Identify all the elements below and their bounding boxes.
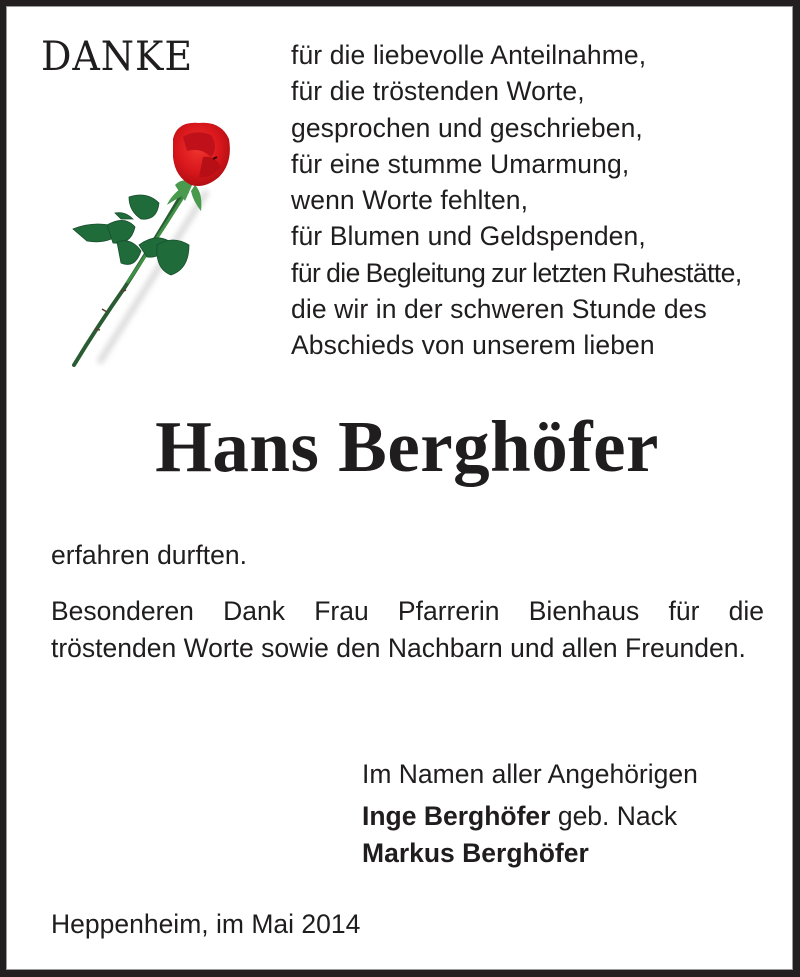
deceased-name: Hans Berghöfer — [155, 406, 659, 487]
verse-line: für die tröstenden Worte, — [291, 76, 585, 107]
continuation-text: erfahren durften. — [51, 540, 247, 570]
signer-suffix: geb. Nack — [550, 801, 678, 831]
special-thanks: Besonderen Dank Frau Pfarrerin Bienhaus für die tröstenden Worte sowie den Nachbarn und allen Freunden. — [51, 596, 764, 663]
verse-line: für eine stumme Umarmung, — [291, 148, 630, 179]
verse — [291, 39, 742, 366]
signer-name: Markus Berghöfer — [362, 838, 589, 868]
verse-line: für die liebevolle Anteilnahme, — [291, 40, 647, 70]
verse-line: die wir in der schweren Stunde des — [291, 294, 707, 325]
heading: DANKE — [41, 34, 194, 80]
rose-icon — [62, 112, 247, 372]
obituary-notice — [6, 6, 793, 970]
verse-line: wenn Worte fehlten, — [291, 185, 529, 216]
signature-intro: Im Namen aller Angehörigen — [362, 759, 698, 789]
verse-line: gesprochen und geschrieben, — [291, 112, 643, 143]
verse-line: Abschieds von unserem lieben — [291, 330, 655, 361]
signer — [362, 801, 677, 832]
place-date: Heppenheim, im Mai 2014 — [51, 909, 361, 939]
signer — [362, 838, 589, 869]
verse-line: für Blumen und Geldspenden, — [291, 221, 646, 252]
signer-name: Inge Berghöfer — [362, 801, 551, 831]
verse-line: für die Begleitung zur letzten Ruhestätte, — [291, 257, 742, 288]
